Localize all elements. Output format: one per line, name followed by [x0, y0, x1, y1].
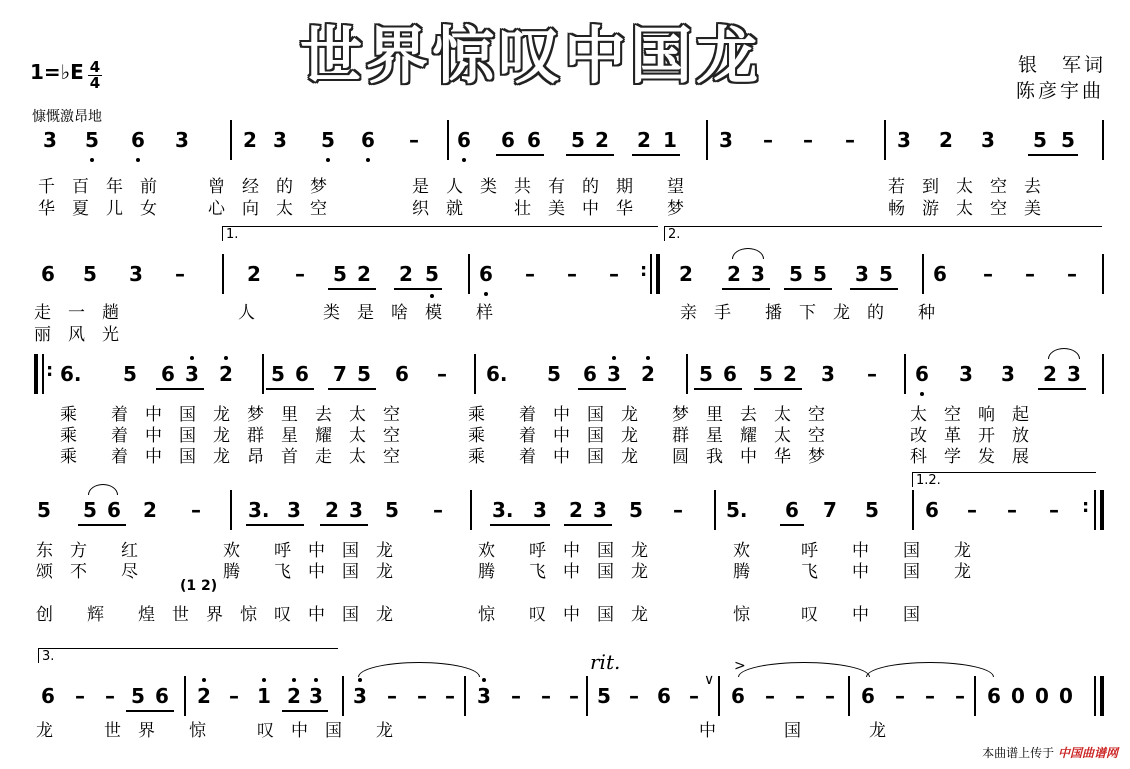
note: 2 — [939, 128, 953, 152]
beam-underline — [566, 154, 614, 156]
bar-line — [714, 490, 716, 530]
note: 5 — [321, 128, 335, 152]
beam-underline — [126, 710, 174, 712]
note: – — [175, 262, 185, 286]
note: – — [967, 498, 977, 522]
note: – — [609, 262, 619, 286]
beam-underline — [1038, 388, 1086, 390]
bar-line — [230, 120, 232, 160]
bar-line — [922, 254, 924, 294]
beam-underline — [694, 388, 742, 390]
bar-line — [1100, 676, 1104, 716]
note: – — [845, 128, 855, 152]
beam-underline — [246, 524, 304, 526]
repeat-dots: : — [46, 360, 54, 381]
note: – — [1049, 498, 1059, 522]
bar-line — [1094, 676, 1096, 716]
note: – — [867, 362, 877, 386]
lyrics-row-3-line-3: 乘 着 中 国 龙 昂 首 走 太 空 乘 着 中 国 龙 圆 我 中 华 梦 科 学 发 展 — [60, 447, 1029, 467]
note: 3 — [607, 362, 621, 386]
note: 7 — [333, 362, 347, 386]
octave-dot — [90, 158, 94, 162]
note: 6 — [527, 128, 541, 152]
note: 6 — [501, 128, 515, 152]
note: 2 — [399, 262, 413, 286]
bar-line — [848, 676, 850, 716]
note: 6 — [161, 362, 175, 386]
beam-underline — [632, 154, 680, 156]
note: – — [445, 684, 455, 708]
note: 1 — [257, 684, 271, 708]
note: 5 — [813, 262, 827, 286]
note: 5 — [1061, 128, 1075, 152]
note: – — [437, 362, 447, 386]
note: 6 — [395, 362, 409, 386]
bar-line — [586, 676, 588, 716]
note: 5 — [85, 128, 99, 152]
note: 2 — [287, 684, 301, 708]
note: 5 — [1033, 128, 1047, 152]
note: 1 — [663, 128, 677, 152]
note: 5 — [83, 262, 97, 286]
note: 6 — [479, 262, 493, 286]
bar-line — [884, 120, 886, 160]
note: 5 — [271, 362, 285, 386]
note: 5 — [865, 498, 879, 522]
note: 5 — [571, 128, 585, 152]
octave-dot — [224, 356, 228, 360]
note: – — [511, 684, 521, 708]
note: 5 — [83, 498, 97, 522]
bar-line — [447, 120, 449, 160]
note: 3 — [349, 498, 363, 522]
note: 2 — [595, 128, 609, 152]
bar-line — [1102, 254, 1104, 294]
note: 2 — [679, 262, 693, 286]
volta-3: 3. — [38, 648, 338, 663]
octave-dot — [920, 392, 924, 396]
time-top: 4 — [89, 58, 101, 76]
beam-underline — [328, 288, 376, 290]
note: 3 — [981, 128, 995, 152]
note: 5. — [726, 498, 748, 522]
note: 6 — [155, 684, 169, 708]
note: – — [895, 684, 905, 708]
note: 5 — [759, 362, 773, 386]
lyrics-row-5-line-1: 龙 世 界 惊 叹 中 国 龙 中 国 龙 — [36, 721, 886, 741]
note: 2 — [247, 262, 261, 286]
bar-line — [974, 676, 976, 716]
note: 0 — [1011, 684, 1025, 708]
octave-dot — [292, 678, 296, 682]
octave-dot — [326, 158, 330, 162]
note: – — [983, 262, 993, 286]
note: 6 — [723, 362, 737, 386]
note: 5 — [333, 262, 347, 286]
slur — [732, 248, 764, 259]
note: 2 — [641, 362, 655, 386]
note: 3 — [175, 128, 189, 152]
note: 7 — [823, 498, 837, 522]
note: 5 — [699, 362, 713, 386]
note: 5 — [789, 262, 803, 286]
bar-line — [34, 354, 38, 394]
slur — [738, 662, 870, 677]
bar-line — [1102, 354, 1104, 394]
note: – — [433, 498, 443, 522]
tempo-marking: 慷慨激昂地 — [32, 109, 102, 125]
note: 2 — [727, 262, 741, 286]
time-bottom: 4 — [89, 74, 101, 92]
note: – — [629, 684, 639, 708]
octave-dot — [136, 158, 140, 162]
note: 3 — [1067, 362, 1081, 386]
note: 6 — [987, 684, 1001, 708]
note: 6 — [295, 362, 309, 386]
note: 0 — [1059, 684, 1073, 708]
note: 2 — [243, 128, 257, 152]
note: 3 — [719, 128, 733, 152]
note: 6 — [131, 128, 145, 152]
beam-underline — [496, 154, 544, 156]
lyrics-row-1-line-1: 千 百 年 前 曾 经 的 梦 是 人 类 共 有 的 期 望 若 到 太 空 去 — [38, 177, 1041, 197]
note: – — [525, 262, 535, 286]
note: – — [765, 684, 775, 708]
note: 6 — [41, 262, 55, 286]
note: 5 — [37, 498, 51, 522]
note: – — [673, 498, 683, 522]
note: 3 — [821, 362, 835, 386]
bar-line — [42, 354, 44, 394]
slur — [358, 662, 480, 677]
note: 5 — [357, 362, 371, 386]
bar-line — [342, 676, 344, 716]
note: 5 — [131, 684, 145, 708]
note: 3. — [248, 498, 270, 522]
note: 2 — [219, 362, 233, 386]
note: 6 — [731, 684, 745, 708]
note: – — [567, 262, 577, 286]
note: 5 — [123, 362, 137, 386]
beam-underline — [780, 524, 804, 526]
note: 6 — [107, 498, 121, 522]
beam-underline — [320, 524, 368, 526]
bar-line — [650, 254, 652, 294]
note: 5 — [629, 498, 643, 522]
note: 3 — [309, 684, 323, 708]
beam-underline — [722, 288, 770, 290]
note: – — [955, 684, 965, 708]
bar-line — [718, 676, 720, 716]
note: 5 — [879, 262, 893, 286]
note: 5 — [425, 262, 439, 286]
bar-line — [912, 490, 914, 530]
lyrics-row-1-line-2: 华 夏 儿 女 心 向 太 空 织 就 壮 美 中 华 梦 畅 游 太 空 美 — [38, 199, 1041, 219]
bar-line — [474, 354, 476, 394]
note: 3 — [287, 498, 301, 522]
volta-2: 2. — [664, 226, 1102, 241]
note: 6. — [486, 362, 508, 386]
slur — [88, 484, 118, 495]
note: 3 — [185, 362, 199, 386]
footer — [982, 744, 1118, 761]
beam-underline — [266, 388, 314, 390]
note: 3 — [855, 262, 869, 286]
note: 6 — [457, 128, 471, 152]
bar-line — [222, 254, 224, 294]
note: 6 — [933, 262, 947, 286]
octave-dot — [612, 356, 616, 360]
note: – — [763, 128, 773, 152]
bar-line — [1102, 120, 1104, 160]
lyrics-row-3-line-1: 乘 着 中 国 龙 梦 里 去 太 空 乘 着 中 国 龙 梦 里 去 太 空 太 空 响 起 — [60, 405, 1029, 425]
lyrics-row-3-line-2: 乘 着 中 国 龙 群 星 耀 太 空 乘 着 中 国 龙 群 星 耀 太 空 改 革 开 放 — [60, 426, 1029, 446]
note: 5 — [547, 362, 561, 386]
beam-underline — [156, 388, 204, 390]
beam-underline — [328, 388, 376, 390]
bar-line — [1094, 490, 1096, 530]
bar-line — [262, 354, 264, 394]
note: 5 — [597, 684, 611, 708]
note: – — [417, 684, 427, 708]
beam-underline — [490, 524, 550, 526]
key-signature: 1=♭E — [30, 60, 84, 84]
note: 6 — [657, 684, 671, 708]
note: – — [569, 684, 579, 708]
repeat-dots: : — [640, 260, 648, 281]
note: 5 — [385, 498, 399, 522]
bar-line — [706, 120, 708, 160]
note: 6 — [41, 684, 55, 708]
beam-underline — [784, 288, 832, 290]
bar-line — [656, 254, 660, 294]
bar-line — [686, 354, 688, 394]
repeat-label: (1 2) — [180, 578, 218, 594]
note: 3 — [1001, 362, 1015, 386]
note: 3 — [477, 684, 491, 708]
note: 6. — [60, 362, 82, 386]
volta-1: 1. — [222, 226, 658, 241]
octave-dot — [202, 678, 206, 682]
note: 2 — [783, 362, 797, 386]
page-title: 世界惊叹中国龙 — [300, 19, 763, 92]
note: 3. — [492, 498, 514, 522]
note: – — [541, 684, 551, 708]
lyrics-row-4-line-1: 东 方 红 欢 呼 中 国 龙 欢 呼 中 国 龙 欢 呼 中 国 龙 — [36, 541, 971, 561]
note: – — [409, 128, 419, 152]
note: 6 — [361, 128, 375, 152]
lyricist-credit: 银 军词 — [1018, 54, 1107, 76]
beam-underline — [564, 524, 612, 526]
note: 3 — [353, 684, 367, 708]
note: 2 — [637, 128, 651, 152]
bar-line — [464, 676, 466, 716]
bar-line — [230, 490, 232, 530]
octave-dot — [366, 158, 370, 162]
volta-1-2: 1.2. — [912, 472, 1096, 487]
note: 3 — [273, 128, 287, 152]
octave-dot — [462, 158, 466, 162]
note: 2 — [569, 498, 583, 522]
note: 3 — [751, 262, 765, 286]
note: 3 — [129, 262, 143, 286]
octave-dot — [358, 678, 362, 682]
composer-credit: 陈彦宇曲 — [1016, 80, 1105, 102]
slur — [866, 662, 994, 677]
note: 3 — [897, 128, 911, 152]
slur — [1048, 348, 1080, 359]
note: – — [191, 498, 201, 522]
note: 2 — [325, 498, 339, 522]
note: – — [803, 128, 813, 152]
note: 3 — [533, 498, 547, 522]
bar-line — [184, 676, 186, 716]
repeat-dots: : — [1082, 496, 1090, 517]
beam-underline — [1028, 154, 1078, 156]
note: 3 — [43, 128, 57, 152]
note: – — [689, 684, 699, 708]
bar-line — [470, 490, 472, 530]
note: – — [1007, 498, 1017, 522]
lyrics-row-2-line-2: 丽 风 光 — [34, 325, 119, 345]
note: 6 — [915, 362, 929, 386]
note: 6 — [785, 498, 799, 522]
bar-line — [468, 254, 470, 294]
note: – — [295, 262, 305, 286]
octave-dot — [484, 292, 488, 296]
note: 2 — [143, 498, 157, 522]
beam-underline — [578, 388, 626, 390]
beam-underline — [282, 710, 328, 712]
octave-dot — [314, 678, 318, 682]
beam-underline — [850, 288, 898, 290]
octave-dot — [482, 678, 486, 682]
site-logo[interactable]: 中国曲谱网 — [1057, 746, 1118, 760]
beam-underline — [78, 524, 126, 526]
note: 6 — [861, 684, 875, 708]
lyrics-row-4-line-3: 创 辉 煌 世 界 惊 叹 中 国 龙 惊 叹 中 国 龙 惊 叹 中 国 — [36, 605, 920, 625]
note: – — [1025, 262, 1035, 286]
beam-underline — [754, 388, 802, 390]
note: – — [75, 684, 85, 708]
note: – — [229, 684, 239, 708]
note: 2 — [197, 684, 211, 708]
note: – — [825, 684, 835, 708]
note: 0 — [1035, 684, 1049, 708]
note: – — [387, 684, 397, 708]
ritardando-mark: rit. — [590, 650, 621, 674]
note: 3 — [593, 498, 607, 522]
lyrics-row-4-line-2: 颂 不 尽 腾 飞 中 国 龙 腾 飞 中 国 龙 腾 飞 中 国 龙 — [36, 562, 971, 582]
note: – — [1067, 262, 1077, 286]
note: – — [795, 684, 805, 708]
footer-text: 本曲谱上传于 — [982, 746, 1055, 760]
bar-line — [1100, 490, 1104, 530]
note: 2 — [357, 262, 371, 286]
beam-underline — [394, 288, 442, 290]
octave-dot — [646, 356, 650, 360]
note: 2 — [1043, 362, 1057, 386]
note: 3 — [959, 362, 973, 386]
note: – — [925, 684, 935, 708]
time-signature — [88, 60, 102, 91]
note: – — [105, 684, 115, 708]
octave-dot — [190, 356, 194, 360]
octave-dot — [262, 678, 266, 682]
lyrics-row-2-line-1: 走 一 趟 人 类 是 啥 模 样 亲 手 播 下 龙 的 种 — [34, 303, 935, 323]
bar-line — [904, 354, 906, 394]
note: 6 — [925, 498, 939, 522]
note: 6 — [583, 362, 597, 386]
